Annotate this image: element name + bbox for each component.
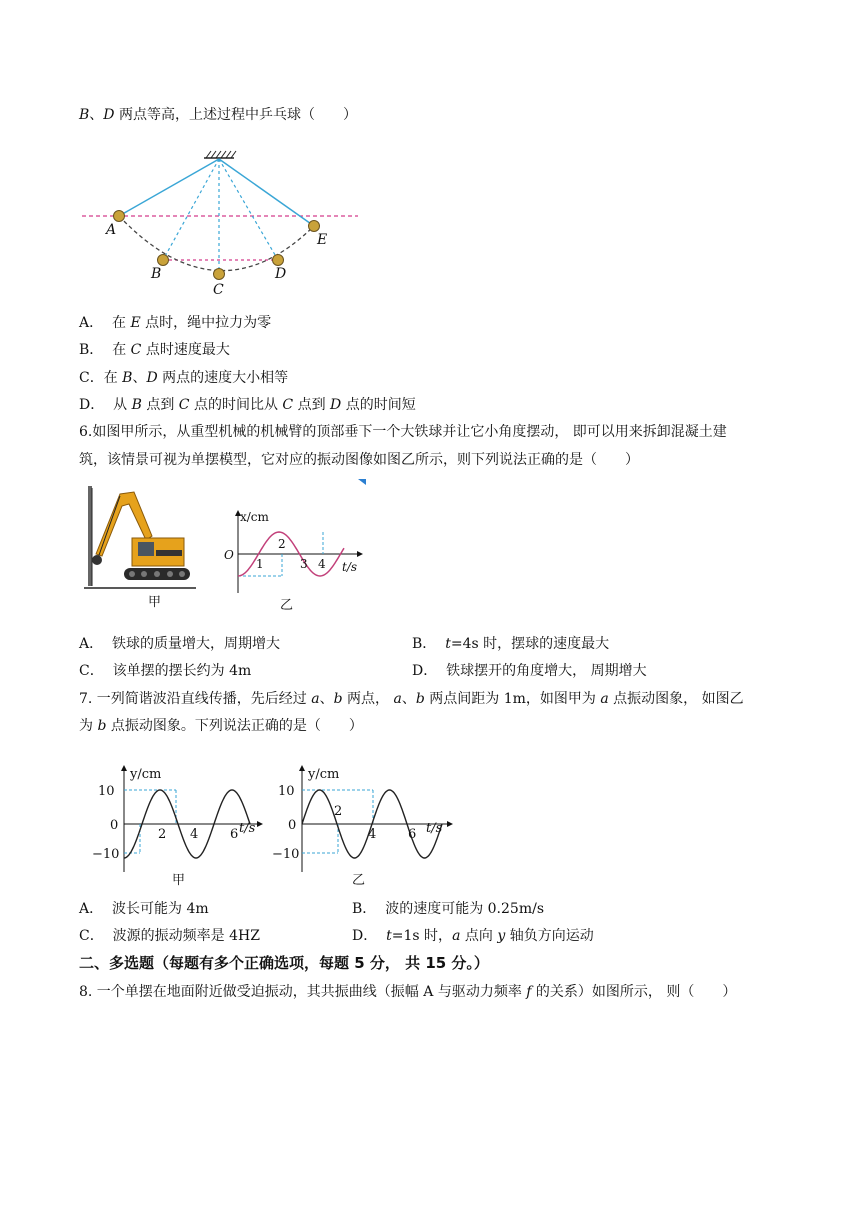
svg-text:2: 2 [278, 537, 286, 551]
q6-option-b: B． t=4s 时，摆球的速度最大 [412, 636, 610, 652]
q5-option-c: C．在 B、D 两点的速度大小相等 [79, 370, 289, 386]
svg-text:O: O [224, 548, 234, 562]
svg-text:10: 10 [278, 784, 295, 799]
ball-a [114, 211, 125, 222]
svg-text:−10: −10 [272, 847, 300, 862]
q7-option-d: D． t=1s 时，a 点向 y 轴负方向运动 [352, 928, 594, 944]
ball-c [214, 269, 225, 280]
q7-option-b: B． 波的速度可能为 0.25m/s [352, 901, 545, 917]
q7-graph-jia [84, 760, 269, 888]
q6-stem-line1: 6.如图甲所示，从重型机械的机械臂的顶部垂下一个大铁球并让它小角度摆动， 即可以用来拆卸混凝土建 [79, 424, 727, 440]
caption-yi-2: 乙 [352, 873, 366, 888]
svg-text:t/s: t/s [239, 821, 256, 836]
svg-text:−10: −10 [92, 847, 120, 862]
q6-vibration-graph [220, 505, 370, 613]
q5-option-b: B． 在 C 点时速度最大 [79, 342, 230, 358]
q5-stem: B、D 两点等高，上述过程中乒乓球（ ） [79, 107, 357, 123]
caption-jia: 甲 [148, 595, 162, 610]
q7-stem-line2: 为 b 点振动图象。下列说法正确的是（ ） [79, 718, 363, 734]
svg-text:0: 0 [110, 818, 119, 833]
section-title-multi-choice: 二、多选题（每题有多个正确选项，每题 5 分， 共 15 分。） [79, 954, 489, 972]
label-a: A [106, 222, 117, 238]
q8-stem: 8. 一个单摆在地面附近做受迫振动，其共振曲线（振幅 A 与驱动力频率 f 的关系）如图所示， 则（ ） [79, 984, 737, 1000]
q5-option-a: A． 在 E 点时，绳中拉力为零 [79, 315, 272, 331]
q7-graph-yi [272, 760, 462, 888]
rope-a [119, 159, 219, 216]
q7-stem-line1: 7. 一列简谐波沿直线传播，先后经过 a、b 两点， a、b 两点间距为 1m，如图甲为 a 点振动图象， 如图乙 [79, 691, 744, 707]
svg-text:2: 2 [334, 804, 343, 819]
ball-b [158, 255, 169, 266]
label-b: B [151, 266, 162, 282]
q5-option-d: D． 从 B 点到 C 点的时间比从 C 点到 D 点的时间短 [79, 397, 416, 413]
svg-text:4: 4 [318, 557, 326, 571]
corner-mark [358, 479, 368, 487]
q7-option-a: A． 波长可能为 4m [79, 901, 209, 917]
svg-text:x/cm: x/cm [240, 510, 269, 524]
svg-text:10: 10 [98, 784, 115, 799]
svg-text:4: 4 [190, 827, 199, 842]
svg-text:6: 6 [230, 827, 239, 842]
label-e: E [317, 232, 328, 248]
svg-text:0: 0 [288, 818, 297, 833]
q6-option-a: A． 铁球的质量增大，周期增大 [79, 636, 281, 652]
q6-option-c: C． 该单摆的摆长约为 4m [79, 663, 252, 679]
svg-text:y/cm: y/cm [308, 767, 340, 782]
svg-text:3: 3 [300, 557, 308, 571]
label-c: C [213, 282, 224, 298]
svg-text:1: 1 [256, 557, 264, 571]
svg-text:2: 2 [158, 827, 167, 842]
q6-stem-line2: 筑，该情景可视为单摆模型，它对应的振动图像如图乙所示，则下列说法正确的是（ ） [79, 452, 639, 468]
ball-e [309, 221, 320, 232]
label-d: D [275, 266, 287, 282]
q6-option-d: D． 铁球摆开的角度增大， 周期增大 [412, 663, 647, 679]
svg-text:4: 4 [368, 827, 377, 842]
pendulum-figure [78, 148, 363, 300]
svg-text:y/cm: y/cm [130, 767, 162, 782]
svg-text:t/s: t/s [342, 560, 358, 574]
ball-d [273, 255, 284, 266]
excavator-figure [82, 484, 200, 610]
caption-jia-2: 甲 [172, 873, 186, 888]
svg-text:t/s: t/s [426, 821, 443, 836]
q7-option-c: C． 波源的振动频率是 4HZ [79, 928, 260, 944]
caption-yi: 乙 [280, 598, 294, 613]
swing-arc [119, 216, 314, 271]
svg-text:6: 6 [408, 827, 417, 842]
